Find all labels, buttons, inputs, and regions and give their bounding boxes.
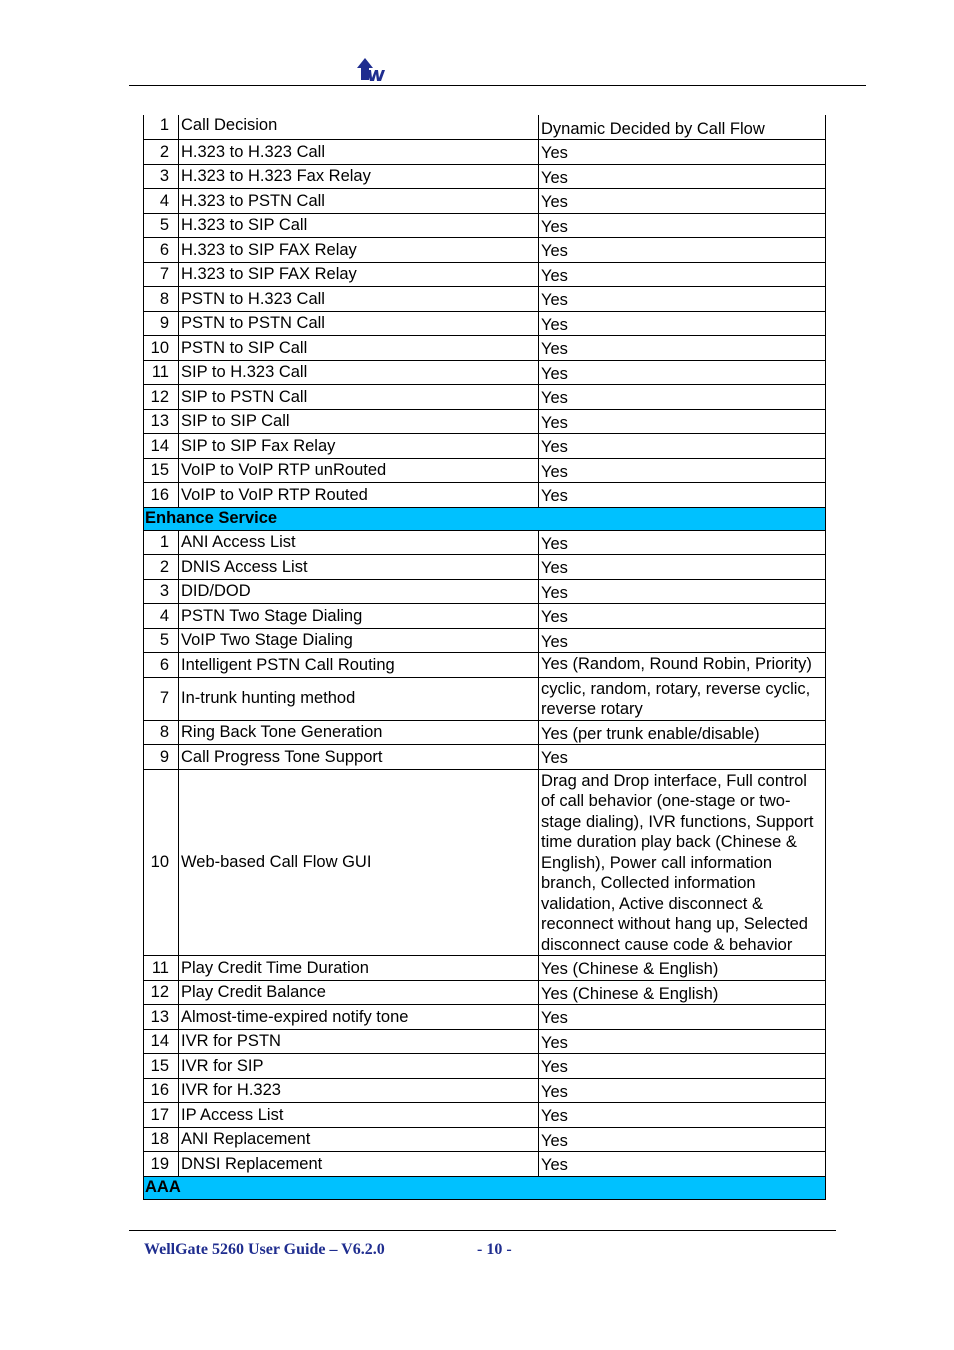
- feature-name: H.323 to SIP FAX Relay: [179, 262, 539, 287]
- table-row: [144, 1078, 826, 1103]
- feature-name: PSTN Two Stage Dialing: [179, 604, 539, 629]
- feature-name: VoIP Two Stage Dialing: [179, 628, 539, 653]
- table-row: [144, 604, 826, 629]
- enhance-rows: [144, 530, 826, 1176]
- table-row: [144, 360, 826, 385]
- table-row: [144, 434, 826, 459]
- footer-rule: [129, 1230, 836, 1231]
- row-number: 6: [144, 653, 179, 678]
- feature-value: Yes: [539, 336, 826, 361]
- feature-value: Yes: [539, 628, 826, 653]
- feature-value: Yes (Chinese & English): [539, 980, 826, 1005]
- row-number: 15: [144, 1054, 179, 1079]
- table-row: [144, 579, 826, 604]
- feature-name: ANI Replacement: [179, 1127, 539, 1152]
- row-number: 11: [144, 360, 179, 385]
- feature-name: SIP to PSTN Call: [179, 385, 539, 410]
- row-number: 14: [144, 434, 179, 459]
- table-row: [144, 458, 826, 483]
- feature-name: IVR for PSTN: [179, 1029, 539, 1054]
- feature-value: Yes (Chinese & English): [539, 956, 826, 981]
- table-row: [144, 164, 826, 189]
- feature-value: Dynamic Decided by Call Flow: [539, 115, 826, 140]
- row-number: 4: [144, 604, 179, 629]
- table-row: [144, 140, 826, 165]
- row-number: 13: [144, 409, 179, 434]
- feature-name: Call Decision: [179, 115, 539, 140]
- feature-value: Yes: [539, 262, 826, 287]
- row-number: 7: [144, 262, 179, 287]
- feature-name: Play Credit Time Duration: [179, 956, 539, 981]
- section-title: AAA: [144, 1176, 826, 1199]
- feature-value: Yes: [539, 458, 826, 483]
- table-row: [144, 1103, 826, 1128]
- feature-name: VoIP to VoIP RTP Routed: [179, 483, 539, 508]
- feature-name: IP Access List: [179, 1103, 539, 1128]
- feature-value: Yes: [539, 164, 826, 189]
- feature-value: Yes: [539, 1029, 826, 1054]
- row-number: 18: [144, 1127, 179, 1152]
- header-rule: [129, 85, 866, 86]
- feature-table: [143, 115, 826, 1200]
- table-row: [144, 628, 826, 653]
- feature-value: Yes: [539, 1103, 826, 1128]
- welltech-logo-icon: [355, 56, 385, 82]
- feature-name: DNSI Replacement: [179, 1152, 539, 1177]
- row-number: 12: [144, 385, 179, 410]
- feature-value: Yes: [539, 555, 826, 580]
- feature-name: SIP to SIP Call: [179, 409, 539, 434]
- feature-name: DID/DOD: [179, 579, 539, 604]
- feature-value: Yes: [539, 530, 826, 555]
- table-row: [144, 720, 826, 745]
- feature-value: Drag and Drop interface, Full control of call behavior (one-stage or two-stage dialing), IVR functions, Support time duration play back (Chinese & English), Power call information branch, Collected information validation, Active disconnect & reconnect without hang up, Selected disconnect cause code & behavior: [539, 769, 826, 956]
- table-row: [144, 115, 826, 140]
- feature-name: DNIS Access List: [179, 555, 539, 580]
- row-number: 4: [144, 189, 179, 214]
- section-row-enhance: [144, 507, 826, 530]
- row-number: 10: [144, 336, 179, 361]
- table-row: [144, 483, 826, 508]
- row-number: 3: [144, 164, 179, 189]
- table-row: [144, 980, 826, 1005]
- feature-value: Yes: [539, 604, 826, 629]
- feature-value: Yes (Random, Round Robin, Priority): [539, 653, 826, 678]
- feature-name: Call Progress Tone Support: [179, 745, 539, 770]
- row-number: 5: [144, 213, 179, 238]
- row-number: 8: [144, 720, 179, 745]
- feature-name: PSTN to H.323 Call: [179, 287, 539, 312]
- feature-name: Play Credit Balance: [179, 980, 539, 1005]
- feature-value: cyclic, random, rotary, reverse cyclic, reverse rotary: [539, 677, 826, 720]
- table-row: [144, 336, 826, 361]
- feature-value: Yes: [539, 238, 826, 263]
- row-number: 1: [144, 115, 179, 140]
- table-row: [144, 1152, 826, 1177]
- table-row: [144, 238, 826, 263]
- row-number: 1: [144, 530, 179, 555]
- table-row: [144, 677, 826, 720]
- feature-value: Yes: [539, 360, 826, 385]
- row-number: 2: [144, 140, 179, 165]
- row-number: 14: [144, 1029, 179, 1054]
- row-number: 2: [144, 555, 179, 580]
- row-number: 15: [144, 458, 179, 483]
- feature-name: H.323 to H.323 Call: [179, 140, 539, 165]
- feature-name: IVR for H.323: [179, 1078, 539, 1103]
- feature-value: Yes (per trunk enable/disable): [539, 720, 826, 745]
- row-number: 17: [144, 1103, 179, 1128]
- row-number: 5: [144, 628, 179, 653]
- feature-name: PSTN to SIP Call: [179, 336, 539, 361]
- feature-value: Yes: [539, 385, 826, 410]
- feature-name: Ring Back Tone Generation: [179, 720, 539, 745]
- feature-value: Yes: [539, 434, 826, 459]
- row-number: 12: [144, 980, 179, 1005]
- feature-value: Yes: [539, 311, 826, 336]
- feature-name: SIP to H.323 Call: [179, 360, 539, 385]
- feature-value: Yes: [539, 579, 826, 604]
- table-row: [144, 1029, 826, 1054]
- table-row: [144, 409, 826, 434]
- table-row: [144, 1054, 826, 1079]
- feature-value: Yes: [539, 409, 826, 434]
- feature-name: PSTN to PSTN Call: [179, 311, 539, 336]
- row-number: 3: [144, 579, 179, 604]
- feature-name: H.323 to H.323 Fax Relay: [179, 164, 539, 189]
- row-number: 19: [144, 1152, 179, 1177]
- row-number: 6: [144, 238, 179, 263]
- main-rows: [144, 115, 826, 507]
- table-row: [144, 385, 826, 410]
- table-row: [144, 189, 826, 214]
- feature-value: Yes: [539, 1152, 826, 1177]
- feature-name: Almost-time-expired notify tone: [179, 1005, 539, 1030]
- table-row: [144, 1005, 826, 1030]
- table-row: [144, 555, 826, 580]
- table-row: [144, 262, 826, 287]
- table-row: [144, 653, 826, 678]
- table-row: [144, 311, 826, 336]
- table-row: [144, 213, 826, 238]
- table-row: [144, 1127, 826, 1152]
- feature-value: Yes: [539, 1127, 826, 1152]
- row-number: 7: [144, 677, 179, 720]
- row-number: 16: [144, 1078, 179, 1103]
- table-row: [144, 956, 826, 981]
- feature-value: Yes: [539, 189, 826, 214]
- section-title: Enhance Service: [144, 507, 826, 530]
- feature-value: Yes: [539, 1005, 826, 1030]
- feature-name: Intelligent PSTN Call Routing: [179, 653, 539, 678]
- feature-value: Yes: [539, 1078, 826, 1103]
- feature-value: Yes: [539, 287, 826, 312]
- feature-name: Web-based Call Flow GUI: [179, 769, 539, 956]
- table-row: [144, 769, 826, 956]
- row-number: 8: [144, 287, 179, 312]
- table-row: [144, 745, 826, 770]
- table-row: [144, 530, 826, 555]
- feature-value: Yes: [539, 213, 826, 238]
- row-number: 16: [144, 483, 179, 508]
- feature-name: H.323 to SIP FAX Relay: [179, 238, 539, 263]
- row-number: 9: [144, 311, 179, 336]
- row-number: 13: [144, 1005, 179, 1030]
- feature-value: Yes: [539, 140, 826, 165]
- row-number: 10: [144, 769, 179, 956]
- row-number: 9: [144, 745, 179, 770]
- page-number: - 10 -: [477, 1241, 512, 1258]
- table-row: [144, 287, 826, 312]
- feature-value: Yes: [539, 745, 826, 770]
- feature-value: Yes: [539, 1054, 826, 1079]
- feature-value: Yes: [539, 483, 826, 508]
- feature-name: IVR for SIP: [179, 1054, 539, 1079]
- feature-name: H.323 to PSTN Call: [179, 189, 539, 214]
- feature-name: In-trunk hunting method: [179, 677, 539, 720]
- feature-name: SIP to SIP Fax Relay: [179, 434, 539, 459]
- footer-title: WellGate 5260 User Guide – V6.2.0: [144, 1241, 385, 1258]
- section-row-aaa: [144, 1176, 826, 1199]
- feature-name: ANI Access List: [179, 530, 539, 555]
- feature-name: H.323 to SIP Call: [179, 213, 539, 238]
- feature-name: VoIP to VoIP RTP unRouted: [179, 458, 539, 483]
- row-number: 11: [144, 956, 179, 981]
